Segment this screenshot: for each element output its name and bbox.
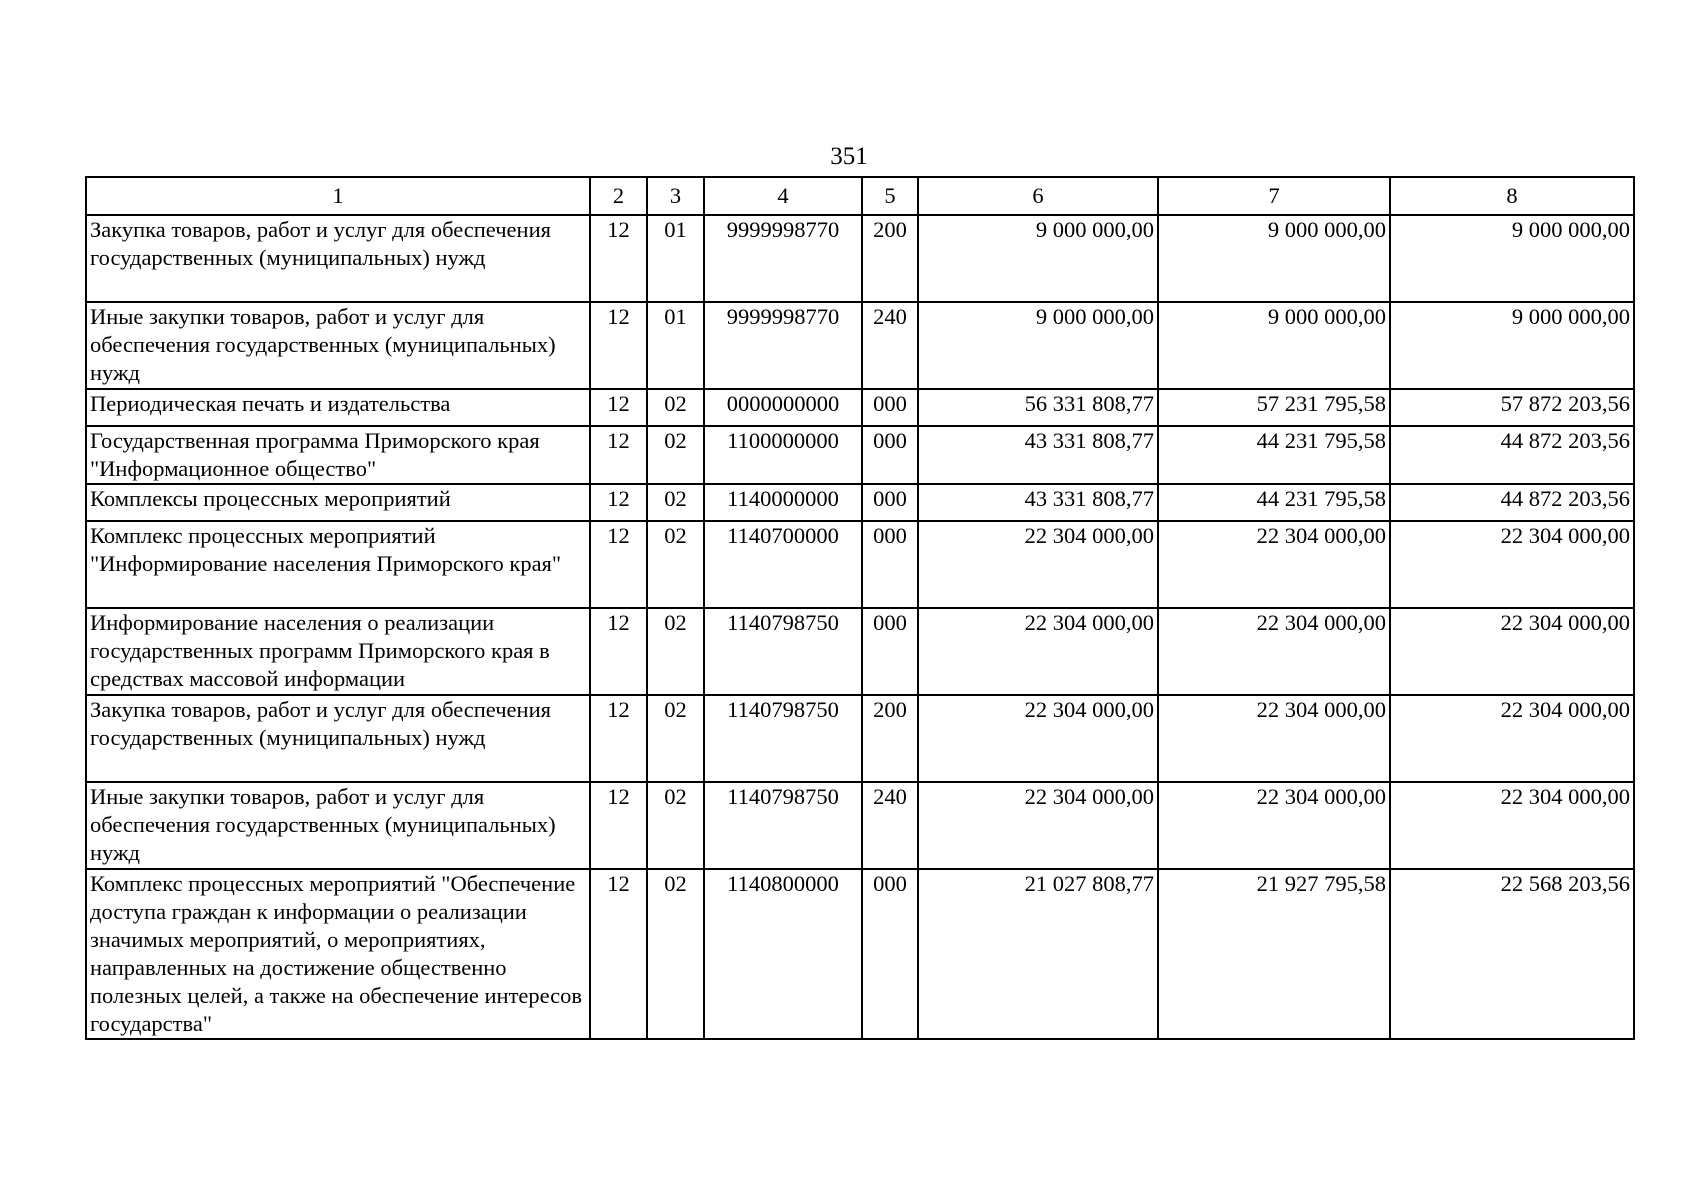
row-expense-type: 200	[862, 215, 918, 302]
row-name: Информирование населения о реализации государственных программ Приморского края в средствах массовой информации	[86, 608, 590, 695]
row-section: 12	[590, 302, 647, 389]
table-row	[86, 426, 1634, 484]
row-amount-8: 22 568 203,56	[1390, 869, 1634, 1039]
row-section: 12	[590, 782, 647, 869]
row-target-code: 1140000000	[704, 484, 862, 521]
row-target-code: 1140798750	[704, 695, 862, 782]
row-amount-8: 44 872 203,56	[1390, 426, 1634, 484]
row-amount-7: 44 231 795,58	[1158, 484, 1390, 521]
row-amount-8: 44 872 203,56	[1390, 484, 1634, 521]
row-amount-8: 9 000 000,00	[1390, 302, 1634, 389]
row-amount-7: 22 304 000,00	[1158, 782, 1390, 869]
row-expense-type: 200	[862, 695, 918, 782]
header-col-7: 7	[1158, 177, 1390, 215]
row-subsection: 02	[647, 521, 704, 608]
row-amount-8: 22 304 000,00	[1390, 521, 1634, 608]
table-row	[86, 608, 1634, 695]
row-subsection: 01	[647, 302, 704, 389]
row-expense-type: 000	[862, 869, 918, 1039]
row-subsection: 02	[647, 484, 704, 521]
row-subsection: 02	[647, 869, 704, 1039]
row-section: 12	[590, 426, 647, 484]
header-col-4: 4	[704, 177, 862, 215]
row-subsection: 02	[647, 782, 704, 869]
row-target-code: 1140800000	[704, 869, 862, 1039]
row-section: 12	[590, 695, 647, 782]
row-amount-8: 22 304 000,00	[1390, 608, 1634, 695]
page-number: 351	[830, 143, 868, 170]
row-name: Комплекс процессных мероприятий "Информирование населения Приморского края"	[86, 521, 590, 608]
row-amount-7: 21 927 795,58	[1158, 869, 1390, 1039]
header-col-5: 5	[862, 177, 918, 215]
row-target-code: 1140798750	[704, 782, 862, 869]
row-name: Закупка товаров, работ и услуг для обеспечения государственных (муниципальных) нужд	[86, 215, 590, 302]
table-row	[86, 389, 1634, 426]
row-amount-7: 57 231 795,58	[1158, 389, 1390, 426]
row-amount-6: 22 304 000,00	[918, 782, 1158, 869]
header-col-3: 3	[647, 177, 704, 215]
row-expense-type: 000	[862, 426, 918, 484]
row-amount-6: 22 304 000,00	[918, 521, 1158, 608]
table-row	[86, 215, 1634, 302]
row-expense-type: 000	[862, 484, 918, 521]
budget-table	[85, 176, 1635, 1040]
row-section: 12	[590, 608, 647, 695]
row-amount-6: 9 000 000,00	[918, 215, 1158, 302]
row-amount-7: 44 231 795,58	[1158, 426, 1390, 484]
header-col-6: 6	[918, 177, 1158, 215]
row-amount-6: 22 304 000,00	[918, 695, 1158, 782]
row-section: 12	[590, 869, 647, 1039]
row-amount-6: 9 000 000,00	[918, 302, 1158, 389]
row-amount-8: 9 000 000,00	[1390, 215, 1634, 302]
row-amount-7: 9 000 000,00	[1158, 215, 1390, 302]
row-subsection: 02	[647, 426, 704, 484]
row-name: Периодическая печать и издательства	[86, 389, 590, 426]
header-col-8: 8	[1390, 177, 1634, 215]
row-amount-6: 56 331 808,77	[918, 389, 1158, 426]
row-name: Комплексы процессных мероприятий	[86, 484, 590, 521]
header-row	[86, 177, 1634, 215]
row-expense-type: 240	[862, 782, 918, 869]
row-amount-8: 22 304 000,00	[1390, 782, 1634, 869]
row-amount-6: 22 304 000,00	[918, 608, 1158, 695]
row-amount-8: 22 304 000,00	[1390, 695, 1634, 782]
row-target-code: 1140798750	[704, 608, 862, 695]
row-name: Закупка товаров, работ и услуг для обеспечения государственных (муниципальных) нужд	[86, 695, 590, 782]
row-target-code: 1140700000	[704, 521, 862, 608]
row-subsection: 01	[647, 215, 704, 302]
row-name: Иные закупки товаров, работ и услуг для обеспечения государственных (муниципальных) нужд	[86, 782, 590, 869]
row-target-code: 1100000000	[704, 426, 862, 484]
table-row	[86, 695, 1634, 782]
row-expense-type: 000	[862, 521, 918, 608]
header-col-1: 1	[86, 177, 590, 215]
row-amount-6: 21 027 808,77	[918, 869, 1158, 1039]
row-amount-6: 43 331 808,77	[918, 426, 1158, 484]
row-section: 12	[590, 389, 647, 426]
row-expense-type: 240	[862, 302, 918, 389]
row-name: Иные закупки товаров, работ и услуг для обеспечения государственных (муниципальных) нужд	[86, 302, 590, 389]
row-target-code: 9999998770	[704, 302, 862, 389]
table-row	[86, 869, 1634, 1039]
row-subsection: 02	[647, 695, 704, 782]
row-subsection: 02	[647, 389, 704, 426]
row-name: Государственная программа Приморского края "Информационное общество"	[86, 426, 590, 484]
row-section: 12	[590, 215, 647, 302]
row-amount-7: 22 304 000,00	[1158, 608, 1390, 695]
row-target-code: 0000000000	[704, 389, 862, 426]
row-name: Комплекс процессных мероприятий "Обеспечение доступа граждан к информации о реализации значимых мероприятий, о мероприятиях, направленных на достижение общественно полезных целей, а также на обеспечение интересов государства"	[86, 869, 590, 1039]
row-expense-type: 000	[862, 389, 918, 426]
row-amount-7: 22 304 000,00	[1158, 695, 1390, 782]
row-amount-6: 43 331 808,77	[918, 484, 1158, 521]
table-row	[86, 521, 1634, 608]
row-expense-type: 000	[862, 608, 918, 695]
row-section: 12	[590, 484, 647, 521]
table-row	[86, 484, 1634, 521]
row-target-code: 9999998770	[704, 215, 862, 302]
table-row	[86, 782, 1634, 869]
header-col-2: 2	[590, 177, 647, 215]
row-amount-7: 9 000 000,00	[1158, 302, 1390, 389]
table-row	[86, 302, 1634, 389]
row-section: 12	[590, 521, 647, 608]
row-amount-7: 22 304 000,00	[1158, 521, 1390, 608]
row-amount-8: 57 872 203,56	[1390, 389, 1634, 426]
row-subsection: 02	[647, 608, 704, 695]
